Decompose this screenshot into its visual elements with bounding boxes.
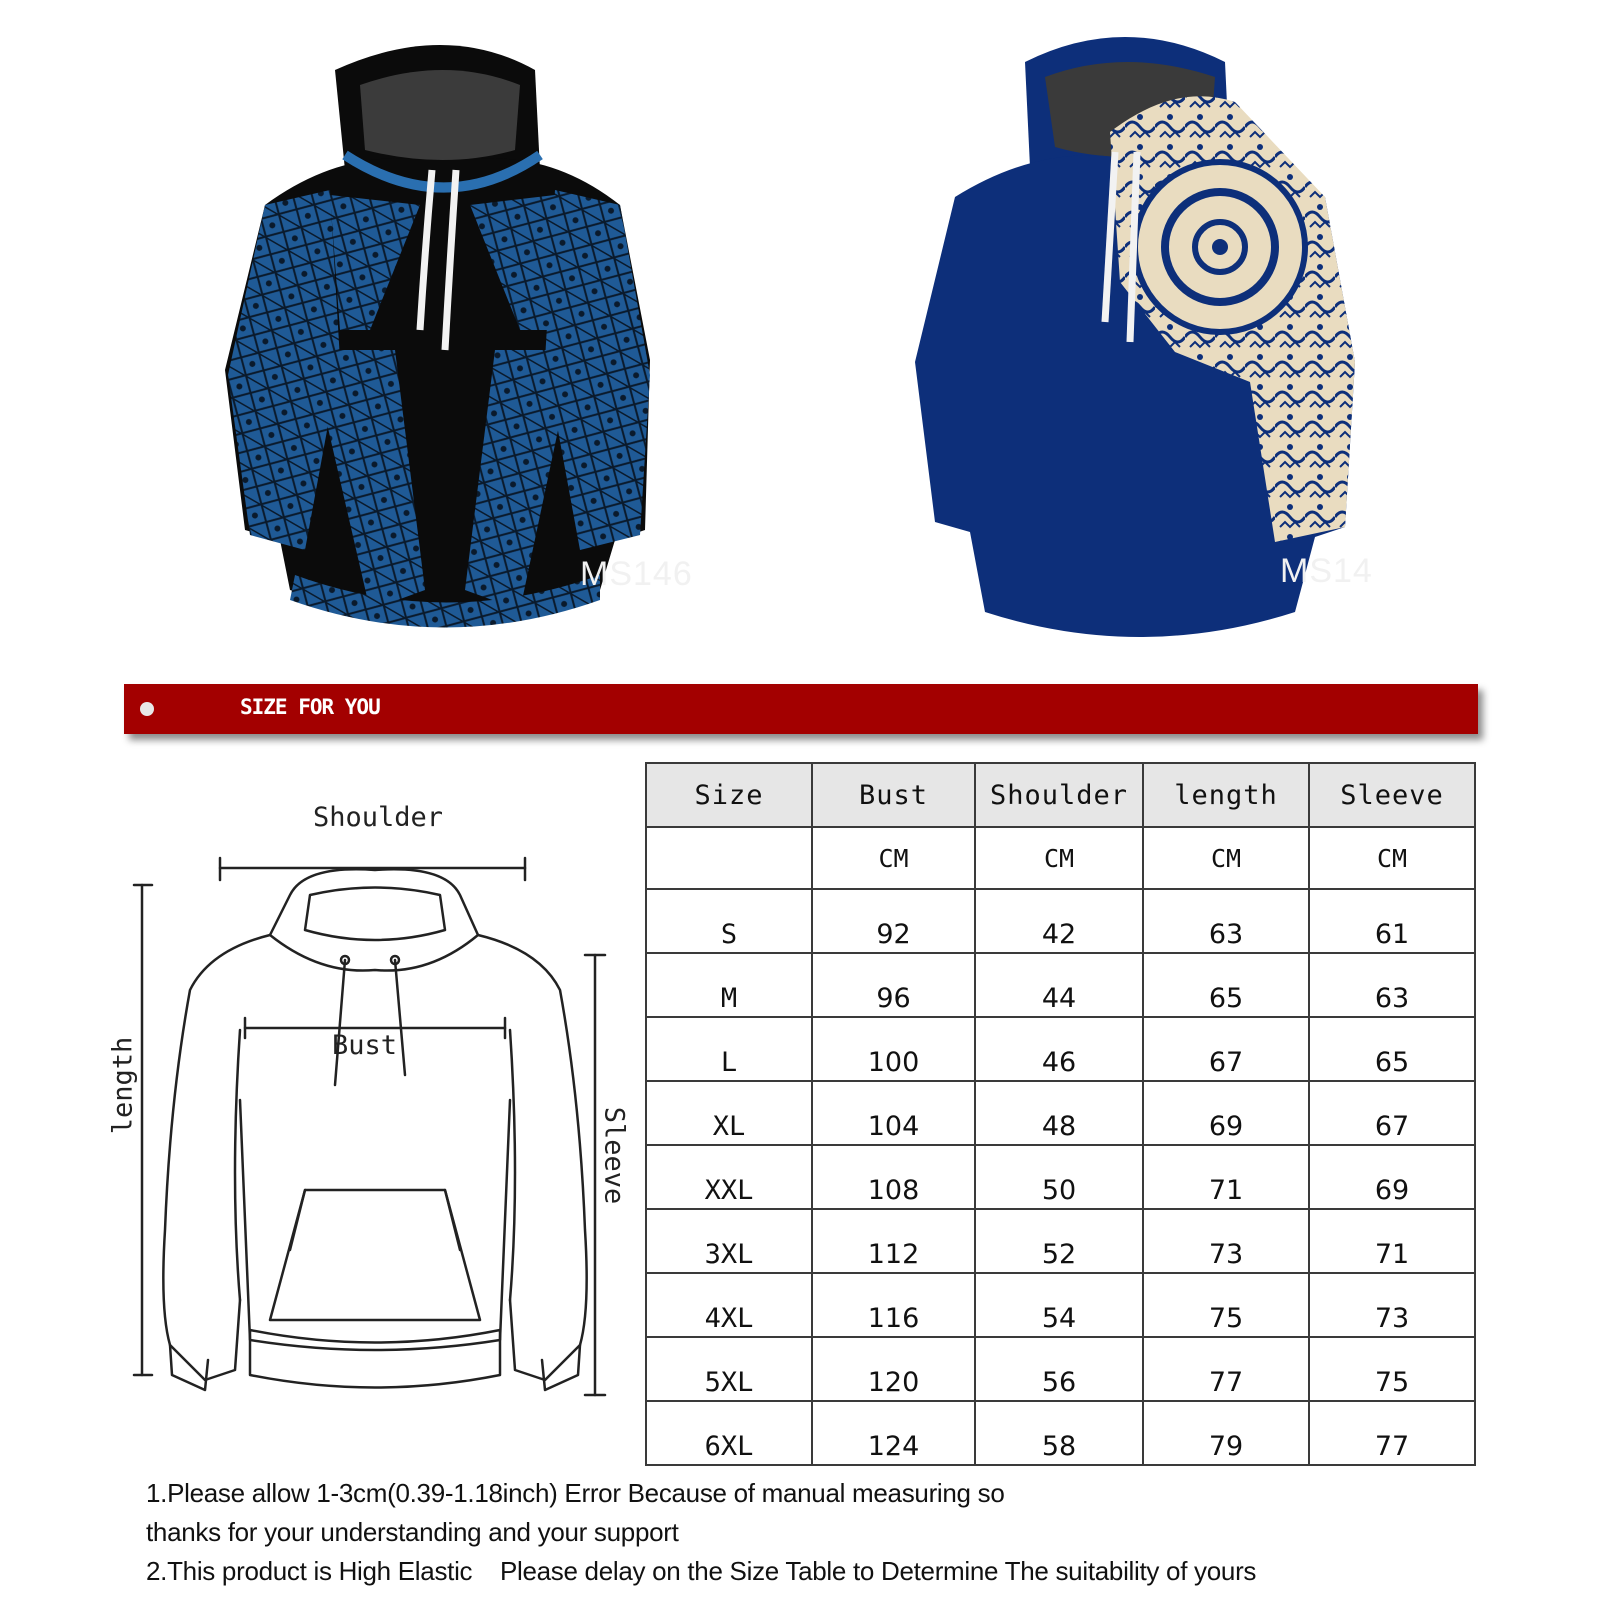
measurement-cell: 79 [1143, 1401, 1309, 1465]
measurement-cell: 50 [975, 1145, 1143, 1209]
header-shoulder: Shoulder [975, 763, 1143, 827]
size-cell: 6XL [646, 1401, 812, 1465]
banner-dot-icon [140, 702, 154, 716]
product-watermark: MS146 [580, 555, 693, 593]
measurement-cell: 56 [975, 1337, 1143, 1401]
unit-cell: CM [812, 827, 975, 889]
measurement-cell: 71 [1143, 1145, 1309, 1209]
measurement-cell: 63 [1309, 953, 1475, 1017]
product-watermark: MS14 [1280, 552, 1373, 590]
table-row [646, 1401, 1475, 1465]
size-cell: 5XL [646, 1337, 812, 1401]
measurement-cell: 77 [1309, 1401, 1475, 1465]
note-line-2: thanks for your understanding and your support [146, 1517, 679, 1547]
measurement-cell: 92 [812, 889, 975, 953]
measurement-cell: 42 [975, 889, 1143, 953]
table-row [646, 1337, 1475, 1401]
size-cell: M [646, 953, 812, 1017]
size-cell: S [646, 889, 812, 953]
measurement-cell: 63 [1143, 889, 1309, 953]
table-row [646, 1273, 1475, 1337]
header-size: Size [646, 763, 812, 827]
table-row [646, 1081, 1475, 1145]
measurement-cell: 65 [1309, 1017, 1475, 1081]
bust-label: Bust [332, 1030, 398, 1061]
size-table-header [646, 763, 1475, 827]
unit-cell: CM [1309, 827, 1475, 889]
measurement-cell: 52 [975, 1209, 1143, 1273]
measurement-cell: 120 [812, 1337, 975, 1401]
measurement-cell: 44 [975, 953, 1143, 1017]
measurement-cell: 48 [975, 1081, 1143, 1145]
measurement-cell: 75 [1309, 1337, 1475, 1401]
measurement-cell: 58 [975, 1401, 1143, 1465]
measurement-cell: 73 [1143, 1209, 1309, 1273]
table-row [646, 1209, 1475, 1273]
unit-cell: CM [1143, 827, 1309, 889]
header-bust: Bust [812, 763, 975, 827]
size-cell: 4XL [646, 1273, 812, 1337]
product-image-navy-hoodie [915, 22, 1385, 652]
measurement-cell: 104 [812, 1081, 975, 1145]
measurement-cell: 124 [812, 1401, 975, 1465]
table-row [646, 953, 1475, 1017]
product-image-black-hoodie [220, 30, 693, 655]
measurement-cell: 65 [1143, 953, 1309, 1017]
measurement-cell: 73 [1309, 1273, 1475, 1337]
size-cell: XL [646, 1081, 812, 1145]
measurement-cell: 108 [812, 1145, 975, 1209]
size-cell: L [646, 1017, 812, 1081]
measurement-cell: 112 [812, 1209, 975, 1273]
banner-title: SIZE FOR YOU [240, 695, 380, 719]
unit-cell: CM [975, 827, 1143, 889]
note-line-1: 1.Please allow 1-3cm(0.39-1.18inch) Error Because of manual measuring so [146, 1478, 1005, 1508]
table-row [646, 889, 1475, 953]
measurement-cell: 71 [1309, 1209, 1475, 1273]
size-banner [124, 684, 1478, 734]
measurement-cell: 96 [812, 953, 975, 1017]
measurement-cell: 77 [1143, 1337, 1309, 1401]
measurement-cell: 61 [1309, 889, 1475, 953]
size-cell: 3XL [646, 1209, 812, 1273]
measurement-cell: 54 [975, 1273, 1143, 1337]
measurement-cell: 67 [1143, 1017, 1309, 1081]
sleeve-label: Sleeve [598, 1106, 630, 1205]
unit-cell [646, 827, 812, 889]
table-row [646, 1145, 1475, 1209]
header-sleeve: Sleeve [1309, 763, 1475, 827]
measurement-cell: 75 [1143, 1273, 1309, 1337]
units-row [646, 827, 1475, 889]
size-cell: XXL [646, 1145, 812, 1209]
measurement-cell: 67 [1309, 1081, 1475, 1145]
measurement-cell: 100 [812, 1017, 975, 1081]
measurement-diagram [100, 800, 640, 1420]
header-length: length [1143, 763, 1309, 827]
length-label: length [107, 1036, 139, 1135]
measurement-cell: 69 [1143, 1081, 1309, 1145]
measurement-cell: 116 [812, 1273, 975, 1337]
note-line-3: 2.This product is High Elastic Please delay on the Size Table to Determine The suitability of yours [146, 1556, 1257, 1586]
measurement-cell: 46 [975, 1017, 1143, 1081]
hoodie-sketch [100, 800, 640, 1420]
shoulder-label: Shoulder [313, 802, 444, 833]
measurement-cell: 69 [1309, 1145, 1475, 1209]
table-row [646, 1017, 1475, 1081]
size-table [645, 762, 1476, 1466]
